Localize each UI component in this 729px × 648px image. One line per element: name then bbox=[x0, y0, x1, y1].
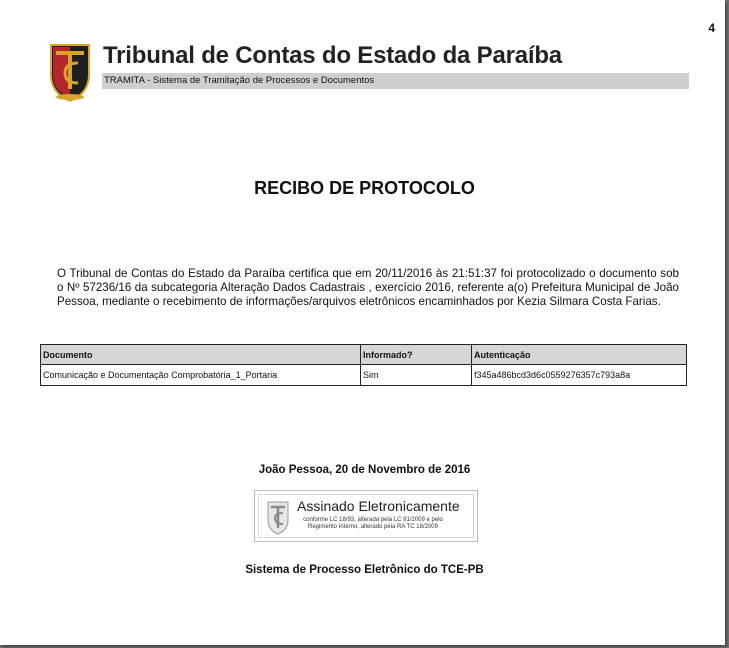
cell-autenticacao: f345a486bcd3d6c0559276357c793a8a bbox=[472, 365, 687, 386]
stamp-crest-icon bbox=[266, 500, 290, 536]
system-footer: Sistema de Processo Eletrônico do TCE-PB bbox=[245, 564, 484, 576]
column-header-documento: Documento bbox=[41, 345, 361, 365]
column-header-informado: Informado? bbox=[361, 345, 472, 365]
certification-text: O Tribunal de Contas do Estado da Paraíba certifica que em 20/11/2016 às 21:51:37 foi protocolizado o documento sob o Nº 57236/16 da subcategoria Alteração Dados Cadastrais , exercício 2016, referente a(o) Prefeitura Municipal de João Pessoa, mediante o recebimento de informações/arquivos eletrônicos encaminhados por Kezia Silmara Costa Farias. bbox=[57, 267, 679, 309]
column-header-autenticacao: Autenticação bbox=[472, 345, 687, 365]
cell-documento: Comunicação e Documentação Comprobatória_1_Portaria bbox=[41, 365, 361, 386]
table-header-row bbox=[41, 345, 687, 365]
page-number: 4 bbox=[708, 21, 715, 35]
table-row bbox=[41, 365, 687, 386]
protocol-table bbox=[40, 344, 687, 386]
cell-informado: Sim bbox=[361, 365, 472, 386]
system-subtitle-bar bbox=[102, 73, 689, 89]
electronic-signature-stamp bbox=[254, 490, 478, 542]
stamp-title: Assinado Eletronicamente bbox=[297, 498, 460, 514]
organization-title: Tribunal de Contas do Estado da Paraíba bbox=[103, 42, 562, 69]
document-title: RECIBO DE PROTOCOLO bbox=[254, 178, 475, 198]
stamp-legal-note: conforme LC 18/93, alterada pela LC 91/2009 e pelo Regimento Interno, alterado pela RA TC 18/2009 bbox=[303, 517, 443, 530]
system-subtitle: TRAMITA - Sistema de Tramitação de Processos e Documentos bbox=[104, 75, 375, 86]
place-and-date: João Pessoa, 20 de Novembro de 2016 bbox=[258, 464, 471, 476]
tce-crest-logo bbox=[47, 41, 93, 103]
